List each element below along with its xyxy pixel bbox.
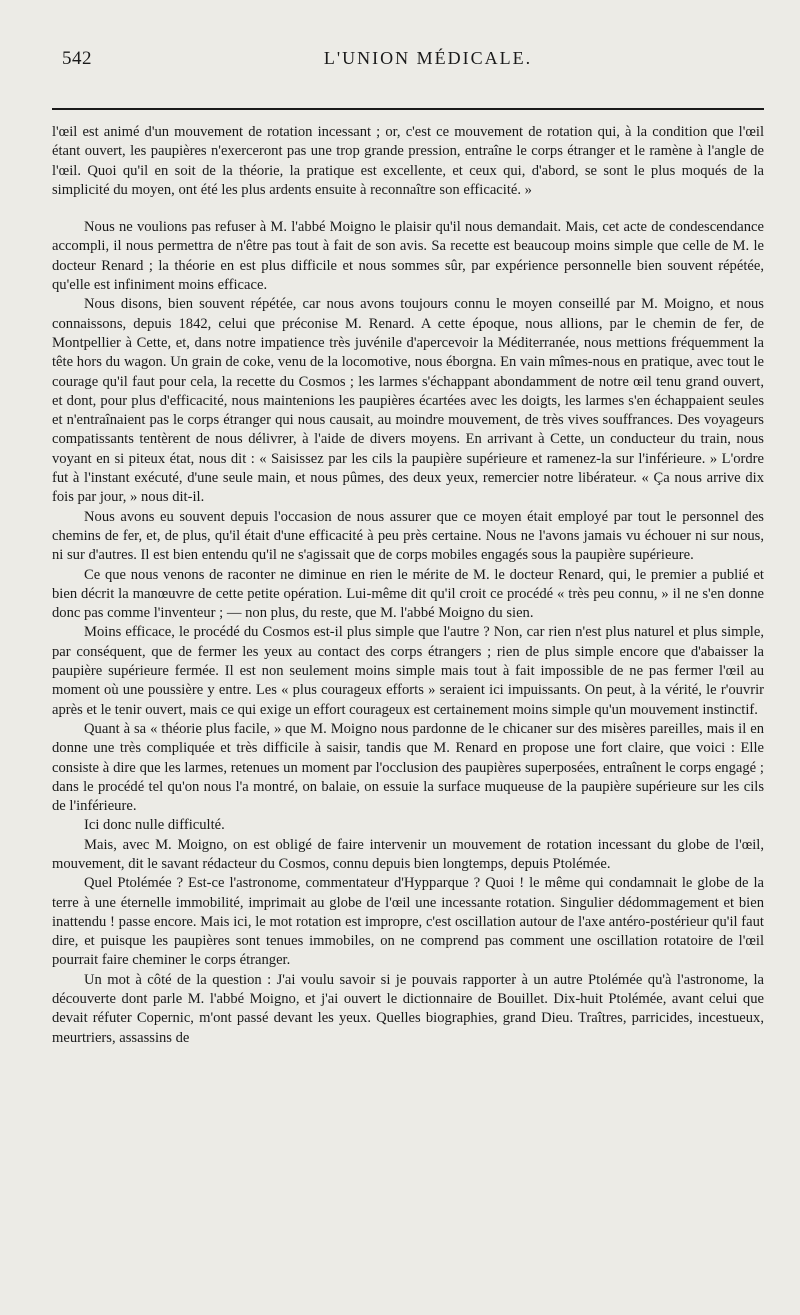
page-header bbox=[52, 40, 764, 74]
paragraph: Moins efficace, le procédé du Cosmos est-il plus simple que l'autre ? Non, car rien n'est plus naturel et plus simple, par conséquent, que de fermer les yeux au contact des corps étrangers ; rien de plus simple encore que d'abaisser la paupière supérieure fermée. Il est non seulement moins simple mais tout à fait impossible de ne pas fermer l'œil au moment où une poussière y entre. Les « plus courageux efforts » seraient ici impuissants. On peut, à la vérité, le r'ouvrir après et le tenir ouvert, mais ce qui exige un effort courageux est certainement moins simple qu'un mouvement instinctif. bbox=[52, 624, 764, 718]
paragraph: Nous avons eu souvent depuis l'occasion de nous assurer que ce moyen était employé par tout le personnel des chemins de fer, et, de plus, qu'il était d'une efficacité à peu près certaine. Nous ne l'avons jamais vu échouer ni sur nous, ni sur d'autres. Il est bien entendu qu'il ne s'agissait que de corps mobiles engagés sous la paupière supérieure. bbox=[52, 508, 764, 564]
quote-continuation-paragraph: l'œil est animé d'un mouvement de rotation incessant ; or, c'est ce mouvement de rotation qui, à la condition que l'œil étant ouvert, les paupières n'exerceront pas une trop grande pression, entraîne le corps étranger et le ramène à l'angle de l'œil. Quoi qu'il en soit de la théorie, la pratique est excellente, et ceux qui, d'abord, se sont le plus moqués de la simplicité du moyen, ont été les plus ardents ensuite à reconnaître son efficacité. » bbox=[52, 124, 764, 198]
running-title: L'UNION MÉDICALE. bbox=[323, 48, 533, 68]
paragraph: Quant à sa « théorie plus facile, » que M. Moigno nous pardonne de le chicaner sur des misères pareilles, mais il en donne une très compliquée et très difficile à saisir, tandis que M. Renard en propose une fort claire, que voici : Elle consiste à dire que les larmes, retenues un moment par l'occlusion des paupières superposées, entraînent le corps engagé ; dans le procédé tel qu'on nous l'a montré, on balaie, on essuie la surface muqueuse de la paupière supérieure sur les cils de l'inférieure. bbox=[52, 720, 764, 815]
paragraph: Ce que nous venons de raconter ne diminue en rien le mérite de M. le docteur Renard, qui, le premier a publié et bien décrit la manœuvre de cette petite opération. Lui-même dit qu'il croit ce procédé « très peu connu, » il ne s'en donne donc pas comme l'inventeur ; — non plus, du reste, que M. l'abbé Moigno du sien. bbox=[52, 566, 764, 622]
page-number: 542 bbox=[62, 48, 92, 69]
paragraph: Quel Ptolémée ? Est-ce l'astronome, commentateur d'Hypparque ? Quoi ! le même qui condamnait le globe de la terre à une éternelle immobilité, imprimait au globe de l'œil une incessante rotation. Singulier dédommagement et bien inattendu ! passe encore. Mais ici, le mot rotation est impropre, c'est oscillation autour de l'axe antéro-postérieur qu'il faut dire, et puisque les paupières sont tenues immobiles, on ne comprend pas comment une oscillation rotatoire de l'œil pourrait faire cheminer le corps étranger. bbox=[52, 875, 764, 969]
paragraph: Nous disons, bien souvent répétée, car nous avons toujours connu le moyen conseillé par M. Moigno, et nous connaissons, depuis 1842, celui que préconise M. Renard. A cette époque, nous allions, par le chemin de fer, de Montpellier à Cette, et, dans notre impatience très juvénile d'apercevoir la Méditerranée, nous mettions fréquemment la tête hors du wagon. Un grain de coke, venu de la locomotive, nous éborgna. En vain mîmes-nous en pratique, avec tout le courage qu'il faut pour cela, la recette du Cosmos ; les larmes s'échappant abondamment de notre œil tenu grand ouvert, et dont, pour plus d'efficacité, nous maintenions les paupières écartées avec les doigts, les larmes s'en échappaient seules et n'entraînaient pas le corps étranger qui nous causait, au moindre mouvement, de très vives souffrances. Des voyageurs compatissants tentèrent de nous délivrer, à l'aide de divers moyens. En arrivant à Cette, un conducteur du train, nous voyant en si piteux état, nous dit : « Saisissez par les cils la paupière supérieure et ramenez-la sur l'inférieure. » L'ordre fut à l'instant exécuté, d'une seule main, et nous pûmes, des deux yeux, remercier notre libérateur. « Ça nous arrive dix fois par jour, » nous dit-il. bbox=[52, 296, 764, 506]
paragraph: Un mot à côté de la question : J'ai voulu savoir si je pouvais rapporter à un autre Ptolémée qu'à l'astronome, la découverte dont parle M. l'abbé Moigno, et j'ai ouvert le dictionnaire de Bouillet. Dix-huit Ptolémée, avant celui que devait réfuter Copernic, m'ont passé devant les yeux. Quelles biographies, grand Dieu. Traîtres, parricides, incestueux, meurtriers, assassins de bbox=[52, 971, 764, 1046]
paragraph-gap bbox=[52, 200, 764, 218]
header-rule bbox=[52, 108, 764, 110]
body-text bbox=[52, 123, 764, 1048]
paragraph: Mais, avec M. Moigno, on est obligé de faire intervenir un mouvement de rotation incessant du globe de l'œil, mouvement, dit le savant rédacteur du Cosmos, connu depuis bien longtemps, depuis Ptolémée. bbox=[52, 836, 764, 872]
paragraph: Nous ne voulions pas refuser à M. l'abbé Moigno le plaisir qu'il nous demandait. Mais, cet acte de condescendance accompli, il nous permettra de n'être pas tout à fait de son avis. Sa recette est beaucoup moins simple que celle de M. le docteur Renard ; la théorie en est plus difficile et nous sommes sûr, par expérience personnelle bien souvent répétée, qu'elle est infiniment moins efficace. bbox=[52, 219, 764, 294]
paragraph: Ici donc nulle difficulté. bbox=[84, 817, 225, 834]
